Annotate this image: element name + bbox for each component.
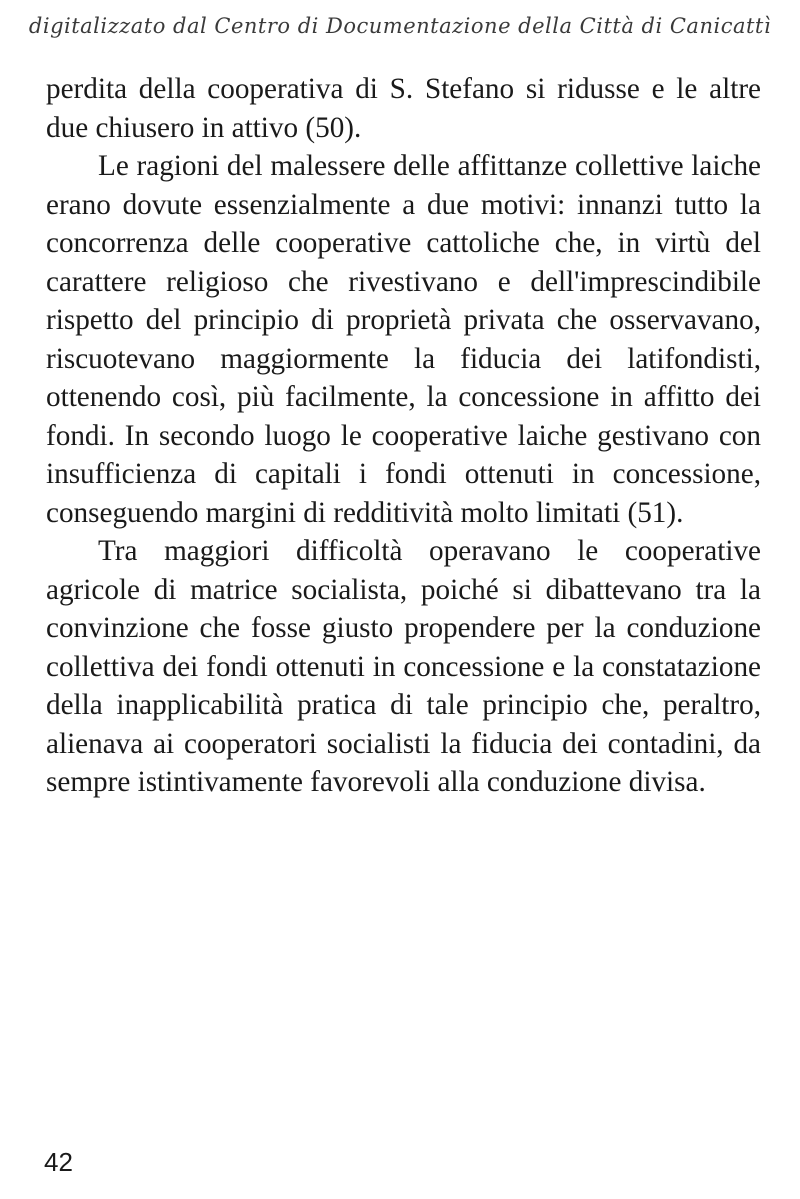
paragraph-1: perdita della cooperativa di S. Stefano si ridusse e le altre due chiusero in attivo (50). [46, 73, 761, 144]
page-body [46, 70, 761, 802]
digitization-watermark: digitalizzato dal Centro di Documentazione della Città di Canicattì [28, 14, 772, 38]
page-number: 42 [44, 1147, 73, 1177]
paragraph-2: Le ragioni del malessere delle affittanze collettive laiche erano dovute essenzialmente a due motivi: innanzi tutto la concorrenza delle cooperative cattoliche che, in virtù del carattere religioso che rivestivano e dell'imprescindibile rispetto del principio di proprietà privata che osservavano, riscuotevano maggiormente la fiducia dei latifondisti, ottenendo così, più facilmente, la concessione in affitto dei fondi. In secondo luogo le cooperative laiche gestivano con insufficienza di capitali i fondi ottenuti in concessione, conseguendo margini di redditività molto limitati (51). [46, 150, 761, 529]
paragraph-3: Tra maggiori difficoltà operavano le cooperative agricole di matrice socialista, poiché si dibattevano tra la convinzione che fosse giusto propendere per la conduzione collettiva dei fondi ottenuti in concessione e la constatazione della inapplicabilità pratica di tale principio che, peraltro, alienava ai cooperatori socialisti la fiducia dei contadini, da sempre istintivamente favorevoli alla conduzione divisa. [46, 535, 761, 798]
